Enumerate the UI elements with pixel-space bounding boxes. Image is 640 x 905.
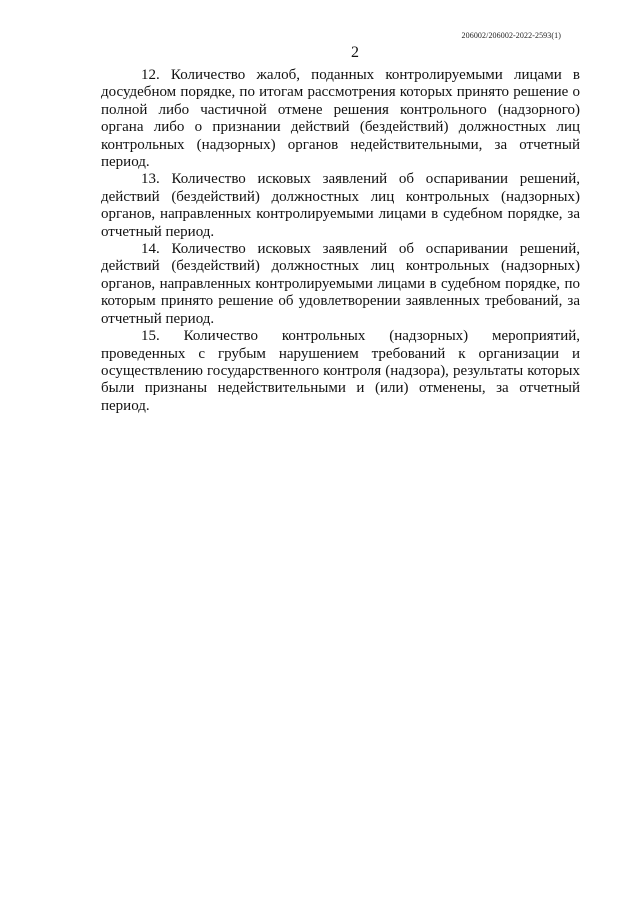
paragraph-13: 13. Количество исковых заявлений об оспаривании решений, действий (бездействий) должностных лиц контрольных (надзорных) органов, направленных контролируемыми лицами в судебном порядке, за отчетный период. <box>101 171 580 240</box>
paragraph-14: 14. Количество исковых заявлений об оспаривании решений, действий (бездействий) должностных лиц контрольных (надзорных) органов, направленных контролируемыми лицами в судебном порядке, по которым принято решение об удовлетворении заявленных требований, за отчетный период. <box>101 241 580 327</box>
document-body <box>101 67 580 415</box>
paragraph-15: 15. Количество контрольных (надзорных) мероприятий, проведенных с грубым нарушением требований к организации и осуществлению государственного контроля (надзора), результаты которых были признаны недействительными и (или) отменены, за отчетный период. <box>101 328 580 414</box>
document-id: 206002/206002-2022-2593(1) <box>461 31 561 40</box>
page-number: 2 <box>351 44 359 61</box>
paragraph-12: 12. Количество жалоб, поданных контролируемыми лицами в досудебном порядке, по итогам рассмотрения которых принято решение о полной либо частичной отмене решения контрольного (надзорного) органа либо о признании действий (бездействий) должностных лиц контрольных (надзорных) органов недействительными, за отчетный период. <box>101 67 580 171</box>
